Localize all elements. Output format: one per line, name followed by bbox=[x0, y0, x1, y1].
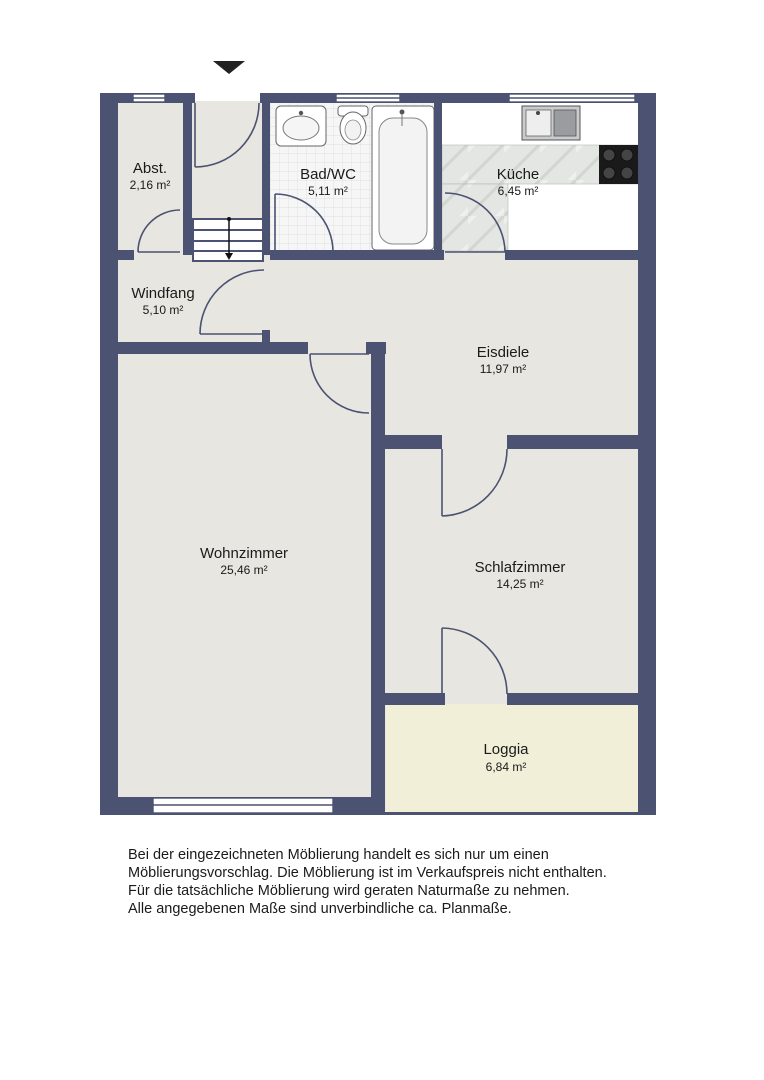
room-name-abst: Abst. bbox=[132, 160, 168, 177]
room-area-kueche: 6,45 m² bbox=[497, 184, 539, 198]
room-name-windfang: Windfang bbox=[131, 285, 195, 302]
room-name-eisdiele: Eisdiele bbox=[476, 344, 530, 361]
disclaimer-line: Möblierungsvorschlag. Die Möblierung ist im Verkaufspreis nicht enthalten. bbox=[128, 865, 607, 881]
stairs-icon bbox=[193, 217, 263, 261]
room-name-kueche: Küche bbox=[496, 166, 540, 183]
room-area-schlafzimmer: 14,25 m² bbox=[496, 577, 544, 591]
disclaimer-line: Alle angegebenen Maße sind unverbindliche ca. Planmaße. bbox=[128, 901, 512, 917]
disclaimer-text bbox=[128, 846, 688, 918]
room-area-wohnzimmer: 25,46 m² bbox=[220, 563, 268, 577]
room-area-loggia: 6,84 m² bbox=[485, 760, 527, 774]
room-name-schlafzimmer: Schlafzimmer bbox=[474, 559, 566, 576]
room-area-bad: 5,11 m² bbox=[308, 184, 348, 198]
loggia-floor bbox=[386, 704, 638, 812]
entrance-arrow-icon bbox=[213, 61, 245, 74]
disclaimer-line: Für die tatsächliche Möblierung wird geraten Naturmaße zu nehmen. bbox=[128, 883, 570, 899]
room-name-loggia: Loggia bbox=[483, 741, 529, 758]
room-name-bad: Bad/WC bbox=[300, 166, 356, 183]
disclaimer-line: Bei der eingezeichneten Möblierung handelt es sich nur um einen bbox=[128, 847, 549, 863]
room-area-abst: 2,16 m² bbox=[129, 178, 171, 192]
room-area-windfang: 5,10 m² bbox=[142, 303, 184, 317]
room-area-eisdiele: 11,97 m² bbox=[479, 362, 527, 376]
room-name-wohnzimmer: Wohnzimmer bbox=[199, 545, 289, 562]
